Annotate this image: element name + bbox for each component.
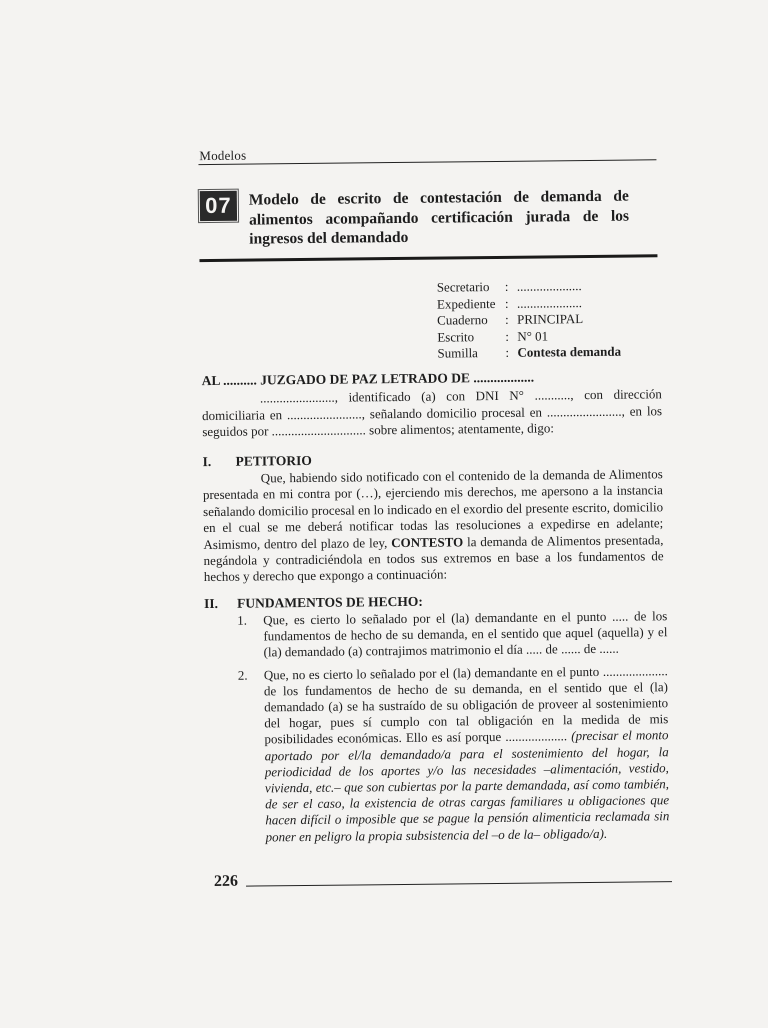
list-item [237, 608, 667, 661]
item-italic-note: (precisar el monto aportado por el/la demandado/a para el sostenimiento del hogar, la periodicidad de los aportes y/o las necesidades –alimentación, vestido, vivienda, etc.– que son cubiertas por la parte demandada, así como también, de ser el caso, la existencia de otras cargas familiares u obligaciones que hacen difícil o imposible que se pague la pensión alimenticia reclamada sin poner en peligro la propia subsistencia del –o de la– obligado/a). [264, 727, 670, 845]
field-value: Contesta demanda [517, 344, 622, 361]
field-separator: : [505, 312, 509, 328]
list-item [238, 663, 670, 846]
field-sumilla [437, 344, 621, 363]
field-label: Escrito [437, 328, 475, 345]
section-number: II. [203, 595, 219, 612]
field-separator: : [505, 345, 510, 361]
section-title: PETITORIO [235, 452, 312, 469]
section-number: I. [202, 453, 212, 470]
page-number: 226 [213, 872, 239, 890]
model-number-badge: 07 [200, 191, 237, 221]
item-text: Que, es cierto lo señalado por el (la) demandante en el punto ..... de los fundamentos de hecho de su demanda, en el sentido que aquel (aquella) y el (la) demandado (a) contrajimos matrimonio el día ..... de ...... de ...... [263, 608, 668, 660]
petitorio-paragraph [203, 466, 664, 586]
title-rule [199, 254, 657, 262]
field-separator: : [504, 278, 509, 294]
section-heading-petitorio [203, 453, 312, 470]
footer-rule [246, 881, 672, 886]
field-label: Sumilla [437, 345, 478, 361]
field-value: .................... [516, 278, 582, 294]
field-value: .................... [516, 294, 583, 311]
field-value: N° 01 [517, 328, 549, 344]
field-label: Expediente [436, 295, 496, 312]
fundamentos-list [237, 608, 669, 851]
header-rule [198, 159, 656, 165]
field-cuaderno [437, 311, 621, 330]
field-label: Secretario [436, 279, 490, 295]
field-escrito [437, 327, 621, 346]
field-expediente [437, 294, 621, 313]
intro-paragraph [202, 386, 662, 440]
item-text: Que, no es cierto lo señalado por el (la) demandante en el punto .................... de los fundamentos de hecho de su demanda, en el sentido que el (la) demandado (a) se ha sustraído de su obligación de proveer al sostenimiento del hogar, pues sí cumplo con tal obligación en la medida de mis posibilidades económicas. Ello es así porque ................... [263, 662, 669, 747]
field-value: PRINCIPAL [517, 311, 584, 327]
petitorio-text-part2: la demanda de Alimentos presentada, negándola y contradiciéndola en todos sus extremos en base a los fundamentos de hechos y derecho que expongo a continuación: [203, 531, 664, 585]
field-secretario [437, 278, 621, 297]
field-separator: : [505, 328, 509, 344]
running-head: Modelos [199, 147, 247, 164]
intro-text: ......................., identificado (a) con DNI N° ..........., con dirección domiciliaria en ......................., señalando domicilio procesal en ......................., en los seguidos por ............................. sobre alimentos; atentamente, digo: [202, 386, 663, 440]
petitorio-text [203, 466, 664, 586]
model-title: Modelo de escrito de contestación de demanda de alimentos acompañando certificación jurada de los ingresos del demandado [248, 187, 630, 248]
petitorio-text-part1: Que, habiendo sido notificado con el contenido de la demanda de Alimentos presentada en mi contra por (…), ejerciendo mis derechos, me apersono a la instancia señalando domicilio procesal en lo indicado en el exordio del presente escrito, domicilio en el cual se me deberá notificar todas las resoluciones a expedirse en adelante; Asimismo, dentro del plazo de ley, [202, 466, 664, 552]
petitorio-bold-word: CONTESTO [391, 533, 464, 550]
item-number: 1. [237, 612, 248, 628]
field-separator: : [504, 295, 509, 311]
section-heading-fundamentos [204, 594, 423, 612]
field-label: Cuaderno [437, 312, 488, 328]
case-header-fields [437, 278, 622, 363]
court-addressee: AL .......... JUZGADO DE PAZ LETRADO DE .................. [201, 369, 535, 389]
item-number: 2. [237, 667, 248, 683]
section-title: FUNDAMENTOS DE HECHO: [236, 593, 423, 611]
